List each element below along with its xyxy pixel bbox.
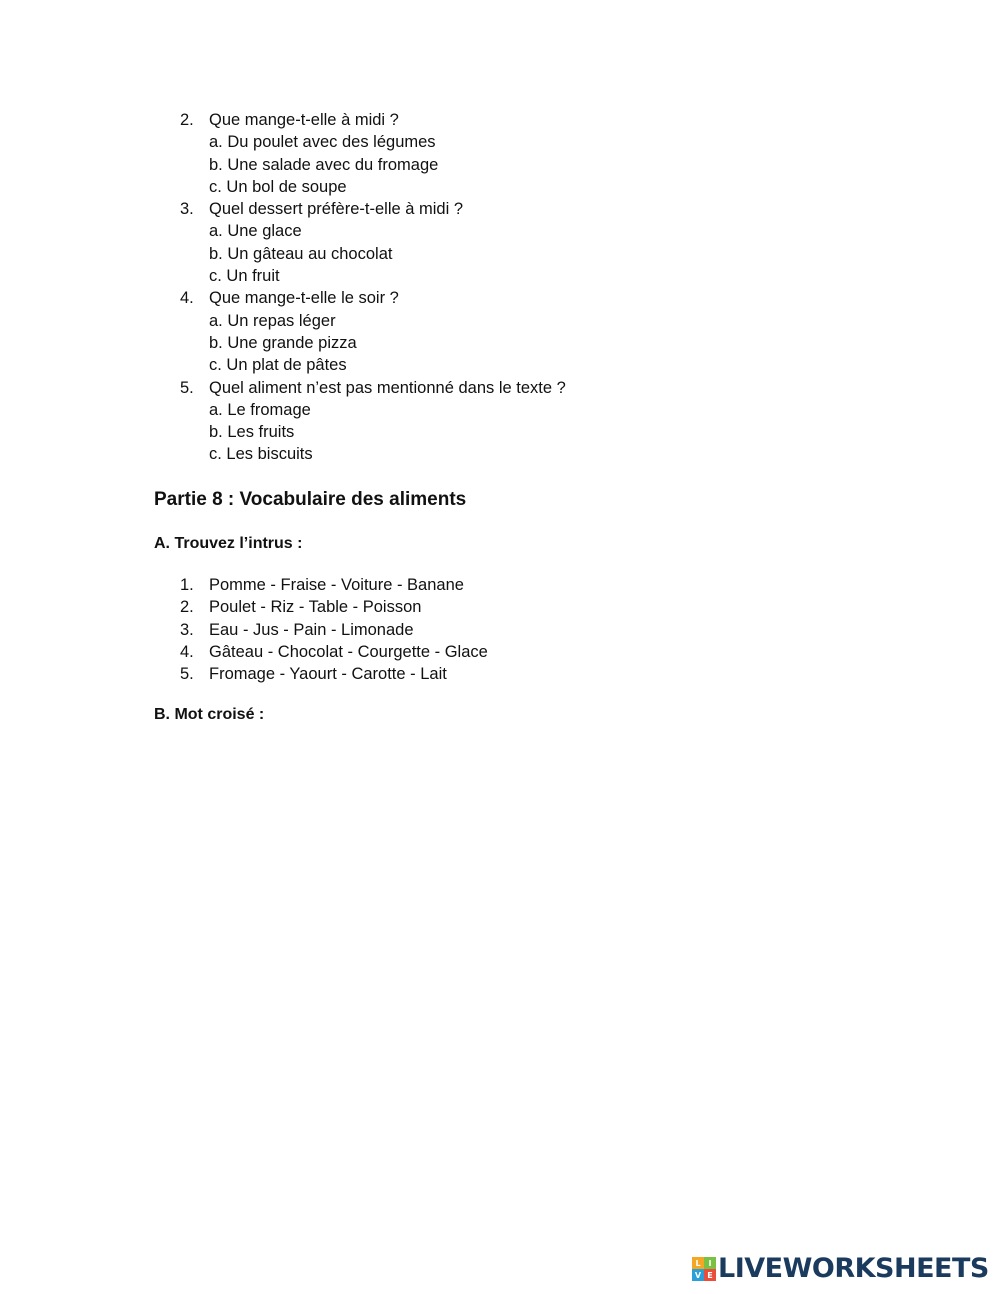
section-title: Partie 8 : Vocabulaire des aliments	[154, 489, 467, 510]
question-number: 5.	[180, 378, 194, 397]
item-number: 3.	[180, 620, 194, 639]
list-item	[180, 641, 700, 663]
item-text: Pomme - Fraise - Voiture - Banane	[209, 576, 464, 594]
question-item	[180, 198, 700, 287]
answer-option: a. Le fromage	[209, 400, 311, 419]
question-line	[180, 198, 700, 220]
list-item	[180, 663, 700, 685]
question-text: Que mange-t-elle à midi ?	[209, 111, 399, 129]
answer-option: c. Un plat de pâtes	[209, 356, 347, 375]
logo-letter-i: I	[704, 1257, 716, 1269]
question-line	[180, 287, 700, 309]
item-number: 4.	[180, 642, 194, 661]
logo-letter-l: L	[692, 1257, 704, 1269]
answer-option: c. Les biscuits	[209, 445, 313, 464]
question-text: Que mange-t-elle le soir ?	[209, 289, 399, 308]
question-text: Quel dessert préfère-t-elle à midi ?	[209, 200, 464, 219]
question-number: 2.	[180, 111, 194, 129]
item-number: 1.	[180, 576, 194, 594]
list-item	[180, 596, 700, 618]
item-number: 5.	[180, 665, 194, 684]
item-text: Fromage - Yaourt - Carotte - Lait	[209, 665, 447, 684]
logo-letter-v: V	[692, 1269, 704, 1281]
answer-option: a. Une glace	[209, 222, 302, 241]
answer-option: c. Un fruit	[209, 267, 280, 286]
list-item	[180, 619, 700, 641]
answer-option: a. Du poulet avec des légumes	[209, 133, 436, 152]
liveworksheets-brand[interactable]	[692, 1254, 989, 1284]
item-text: Gâteau - Chocolat - Courgette - Glace	[209, 642, 488, 661]
item-text: Poulet - Riz - Table - Poisson	[209, 598, 422, 617]
item-text: Eau - Jus - Pain - Limonade	[209, 620, 414, 639]
question-number: 3.	[180, 200, 194, 219]
logo-letter-e: E	[704, 1269, 716, 1281]
answer-option: b. Les fruits	[209, 423, 295, 442]
list-item	[180, 574, 700, 596]
answer-option: a. Un repas léger	[209, 311, 336, 330]
subsection-title-intrus: A. Trouvez l’intrus :	[154, 535, 303, 552]
question-line	[180, 377, 700, 399]
question-line	[180, 109, 700, 131]
intrus-list	[180, 574, 700, 685]
question-item	[180, 287, 700, 376]
question-item	[180, 377, 700, 466]
answer-option: b. Un gâteau au chocolat	[209, 244, 393, 263]
liveworksheets-logo-icon	[692, 1257, 716, 1281]
brand-name: LIVEWORKSHEETS	[718, 1253, 989, 1284]
question-text: Quel aliment n’est pas mentionné dans le texte ?	[209, 378, 566, 397]
question-list	[180, 109, 700, 466]
subsection-title-crossword: B. Mot croisé :	[154, 706, 265, 723]
question-item	[180, 109, 700, 198]
answer-option: b. Une grande pizza	[209, 333, 357, 352]
answer-option: c. Un bol de soupe	[209, 177, 347, 196]
answer-option: b. Une salade avec du fromage	[209, 155, 439, 174]
question-number: 4.	[180, 289, 194, 308]
item-number: 2.	[180, 598, 194, 617]
